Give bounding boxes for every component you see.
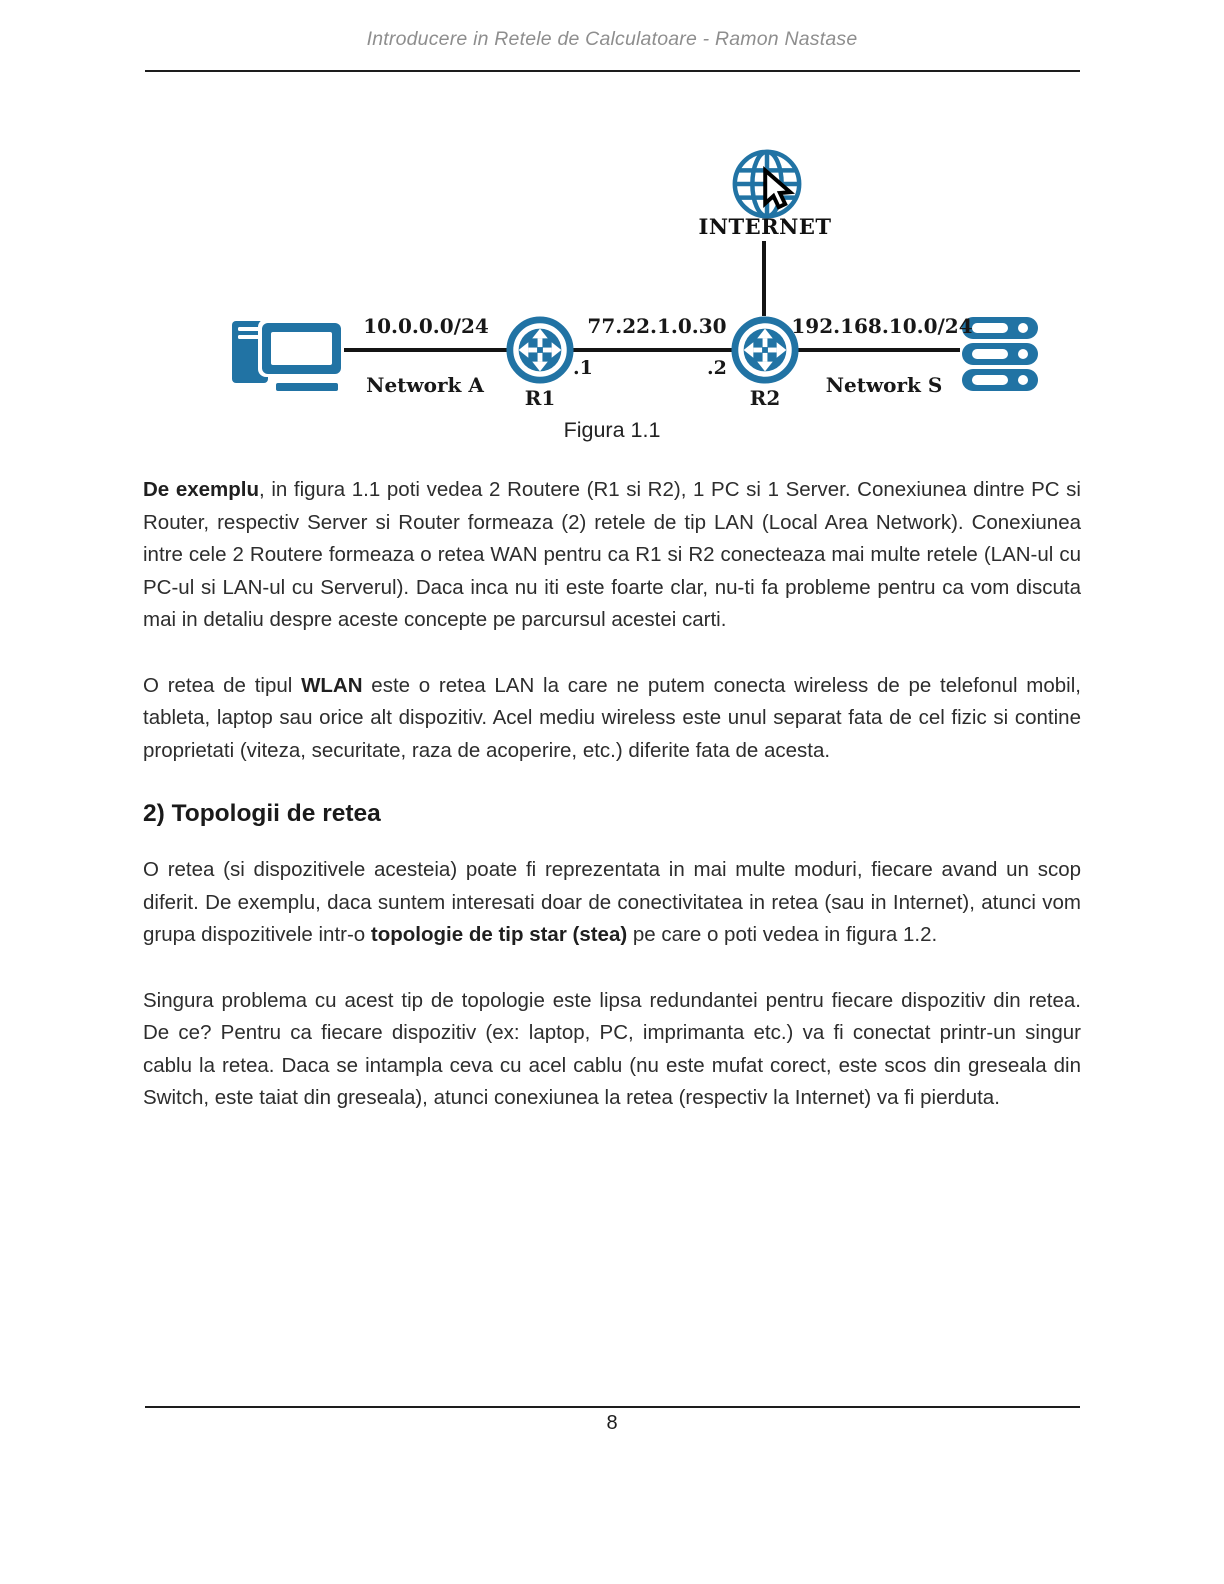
network-a-label: Network A [366, 373, 484, 397]
wlan-term: WLAN [301, 673, 363, 697]
subnet-label-network-s: 192.168.10.0/24 [791, 314, 973, 338]
paragraph-wlan: O retea de tipul WLAN este o retea LAN la care ne putem conecta wireless de pe telefonul mobil, tableta, laptop sau orice alt dispozitiv. Acel mediu wireless este unul separat fata de cel fizic si contine proprietati (viteza, securitate, raza de acoperire, etc.) diferite fata de acesta. [143, 673, 1081, 762]
page-number: 8 [606, 1412, 618, 1434]
link-internet-r2 [762, 241, 766, 316]
running-header: Introducere in Retele de Calculatoare - Ramon Nastase [366, 28, 858, 50]
router-r2-icon [730, 315, 800, 385]
wan-subnet-label: 77.22.1.0.30 [587, 314, 727, 338]
r2-interface-label: .2 [707, 357, 727, 379]
internet-label: INTERNET [698, 214, 832, 239]
header-rule [145, 70, 1080, 72]
paragraph-example: De exemplu, in figura 1.1 poti vedea 2 Routere (R1 si R2), 1 PC si 1 Server. Conexiunea dintre PC si Router, respectiv Server si Router formeaza (2) retele de tip LAN (Local Area Network). Conexiunea intre cele 2 Routere formeaza o retea WAN pentru ca R1 si R2 conecteaza mai multe retele (LAN-ul cu PC-ul si LAN-ul cu Serverul). Daca inca nu iti este foarte clar, nu-ti fa probleme pentru ca vom discuta mai in detaliu despre aceste concepte pe parcursul acestei carti. [143, 478, 1081, 631]
router-r2-label: R2 [749, 386, 781, 410]
r1-interface-label: .1 [573, 357, 593, 379]
router-r1-label: R1 [524, 386, 556, 410]
network-s-label: Network S [825, 373, 943, 397]
link-pc-r1-r2-server [344, 348, 960, 352]
cursor-icon [752, 166, 799, 213]
network-diagram-figure-1-1 [0, 130, 1224, 430]
paragraph-redundancy: Singura problema cu acest tip de topologie este lipsa redundantei pentru fiecare dispozitiv din retea. De ce? Pentru ca fiecare dispozitiv (ex: laptop, PC, imprimanta etc.) va fi conectat printr-un singur cablu la retea. Daca se intampla ceva cu acel cablu (nu este mufat corect, este scos din greseala din Switch, este taiat din greseala), atunci conexiunea la retea (respectiv la Internet) va fi pierduta. [143, 988, 1081, 1109]
pc-icon [230, 317, 346, 393]
star-topology-term: topologie de tip star (stea) [370, 923, 628, 946]
body-content [143, 474, 1081, 1148]
section-heading-topologii: 2) Topologii de retea [143, 800, 381, 827]
footer-rule [145, 1406, 1080, 1408]
paragraph-example-lead: De exemplu [143, 478, 259, 501]
paragraph-topology: O retea (si dispozitivele acesteia) poate fi reprezentata in mai multe moduri, fiecare avand un scop diferit. De exemplu, daca suntem interesati doar de conectivitatea in retea (sau in Internet), atunci vom grupa dispozitivele intr-o topologie de tip star (stea) pe care o poti vedea in figura 1.2. [143, 858, 1081, 946]
subnet-label-network-a: 10.0.0.0/24 [363, 314, 489, 338]
router-r1-icon [505, 315, 575, 385]
figure-caption: Figura 1.1 [563, 418, 661, 442]
